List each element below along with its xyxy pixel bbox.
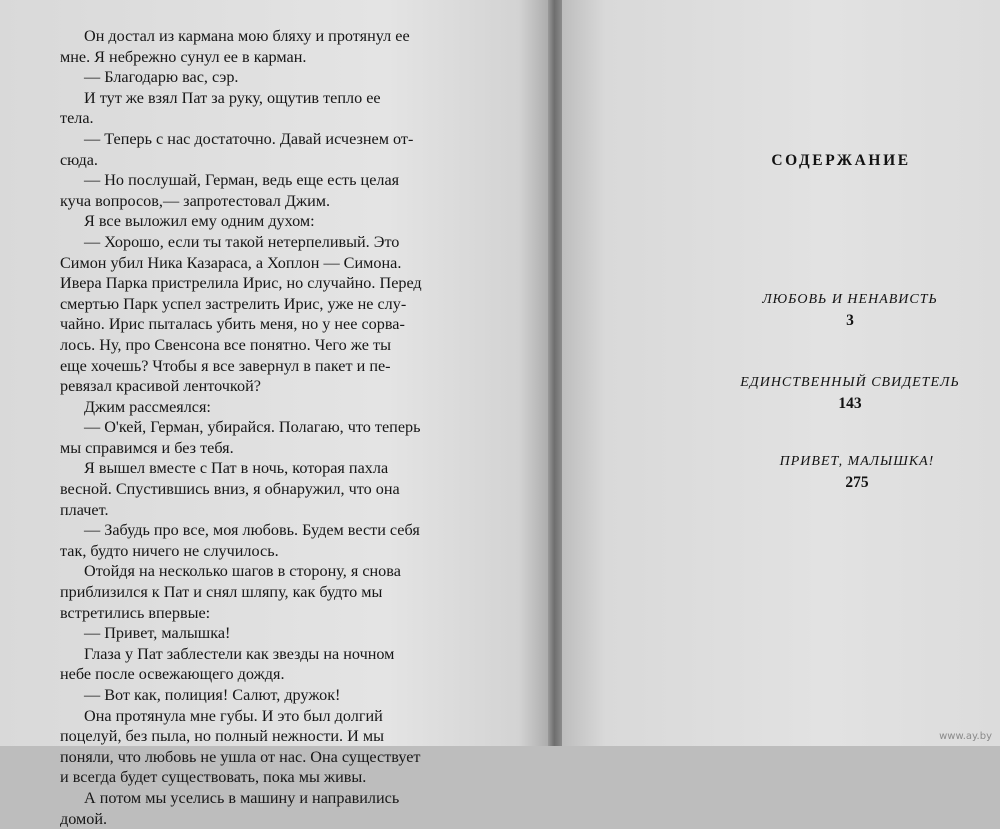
- text-line: небе после освежающего дождя.: [60, 665, 285, 684]
- text-line: — Но послушай, Герман, ведь еще есть целая: [84, 171, 400, 190]
- text-line: — Хорошо, если ты такой нетерпеливый. Это: [84, 232, 400, 251]
- toc-entry-page: 275: [845, 474, 869, 491]
- text-line: — О'кей, Герман, убирайся. Полагаю, что теперь: [84, 418, 421, 437]
- toc-entry: [720, 375, 980, 413]
- toc-entry-page: 3: [846, 312, 854, 329]
- toc-title: СОДЕРЖАНИЕ: [771, 152, 911, 169]
- toc-entry-page: 143: [838, 395, 862, 412]
- text-line: еще хочешь? Чтобы я все завернул в пакет и пе-: [60, 356, 391, 375]
- text-line: — Привет, малышка!: [84, 624, 231, 643]
- text-line: лось. Ну, про Свенсона все понятно. Чего же ты: [60, 335, 391, 354]
- toc-entry: [730, 454, 984, 492]
- text-line: мы справимся и без тебя.: [60, 438, 234, 457]
- toc-entry-title: ЛЮБОВЬ И НЕНАВИСТЬ: [762, 292, 938, 307]
- text-line: Ивера Парка пристрелила Ирис, но случайно. Перед: [60, 274, 422, 293]
- text-line: сюда.: [60, 150, 98, 169]
- text-line: так, будто ничего не случилось.: [60, 541, 279, 560]
- body-text: [60, 26, 522, 829]
- text-line: приблизился к Пат и снял шляпу, как будто мы: [60, 583, 383, 602]
- text-line: Я вышел вместе с Пат в ночь, которая пахла: [84, 459, 389, 478]
- text-line: Я все выложил ему одним духом:: [84, 212, 315, 231]
- text-line: встретились впервые:: [60, 603, 211, 622]
- toc-entry-title: ПРИВЕТ, МАЛЫШКА!: [779, 454, 935, 469]
- text-line: смертью Парк успел застрелить Ирис, уже не слу-: [60, 294, 407, 313]
- text-line: Он достал из кармана мою бляху и протянул ее: [84, 27, 410, 45]
- text-line: — Благодарю вас, сэр.: [84, 68, 239, 87]
- text-line: — Теперь с нас достаточно. Давай исчезнем от-: [84, 129, 414, 148]
- text-line: — Забудь про все, моя любовь. Будем вести себя: [84, 521, 420, 540]
- toc-entry-title: ЕДИНСТВЕННЫЙ СВИДЕТЕЛЬ: [740, 375, 960, 390]
- text-line: Симон убил Ника Казараса, а Хоплон — Симона.: [60, 253, 402, 272]
- right-page: [562, 0, 1000, 746]
- text-line: чайно. Ирис пыталась убить меня, но у нее сорва-: [60, 315, 405, 334]
- text-line: Глаза у Пат заблестели как звезды на ночном: [84, 644, 395, 663]
- text-line: Отойдя на несколько шагов в сторону, я снова: [84, 562, 401, 581]
- text-line: — Вот как, полиция! Салют, дружок!: [84, 686, 341, 704]
- text-line: И тут же взял Пат за руку, ощутив тепло ее: [84, 88, 381, 107]
- watermark: www.ay.by: [939, 731, 992, 742]
- text-line: поцелуй, без пыла, но полный нежности. И мы: [60, 727, 385, 746]
- text-line: весной. Спустившись вниз, я обнаружил, что она: [60, 480, 400, 499]
- toc-entry: [720, 292, 980, 330]
- text-line: А потом мы уселись в машину и направились: [84, 788, 400, 807]
- text-line: Джим рассмеялся:: [84, 397, 211, 416]
- text-line: и всегда будет существовать, пока мы живы.: [60, 768, 367, 787]
- text-line: плачет.: [60, 500, 109, 519]
- text-line: тела.: [60, 109, 94, 128]
- text-line: куча вопросов,— запротестовал Джим.: [60, 191, 331, 210]
- text-line: домой.: [60, 809, 108, 828]
- text-line: ревязал красивой ленточкой?: [60, 377, 261, 396]
- book-gutter: [548, 0, 562, 746]
- text-line: поняли, что любовь не ушла от нас. Она существует: [60, 747, 421, 766]
- text-line: мне. Я небрежно сунул ее в карман.: [60, 47, 307, 66]
- text-line: Она протянула мне губы. И это был долгий: [84, 706, 383, 725]
